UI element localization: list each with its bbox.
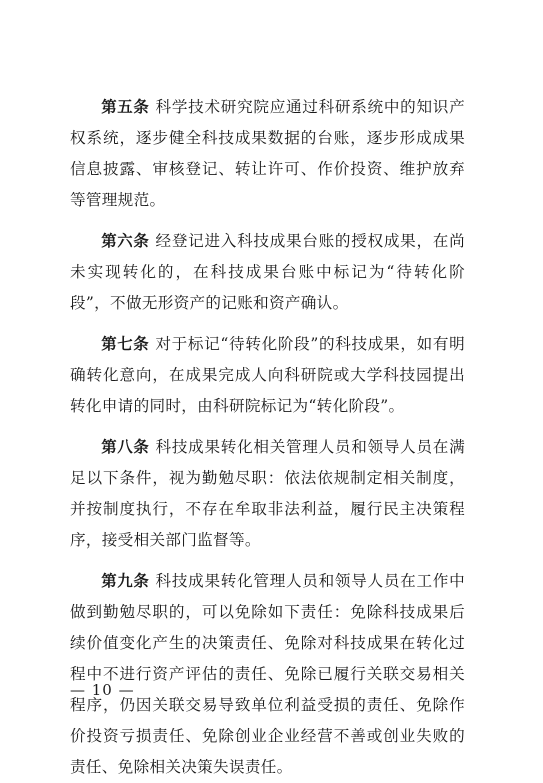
article-label: 第八条 [101, 438, 150, 456]
article-text: 经登记进入科技成果台账的授权成果，在尚未实现转化的，在科技成果台账中标记为“待转化阶段”，不做无形资产的记账和资产确认。 [70, 232, 465, 312]
article-text: 科学技术研究院应通过科研系统中的知识产权系统，逐步健全科技成果数据的台账，逐步形成成果信息披露、审核登记、转让许可、作价投资、维护放弃等管理规范。 [70, 98, 465, 209]
article-7 [70, 329, 465, 422]
article-6 [70, 226, 465, 319]
article-5 [70, 92, 465, 216]
article-text: 对于标记“待转化阶段”的科技成果，如有明确转化意向，在成果完成人向科研院或大学科技园提出转化申请的同时，由科研院标记为“转化阶段”。 [70, 335, 465, 415]
article-text: 科技成果转化管理人员和领导人员在工作中做到勤勉尽职的，可以免除如下责任：免除科技成果后续价值变化产生的决策责任、免除对科技成果在转化过程中不进行资产评估的责任、免除已履行关联交易相关程序，仍因关联交易导致单位利益受损的责任、免除作价投资亏损责任、免除创业企业经营不善或创业失败的责任、免除相关决策失误责任。 [70, 572, 465, 776]
article-9 [70, 566, 465, 783]
article-label: 第六条 [101, 232, 150, 250]
article-label: 第七条 [101, 335, 150, 353]
article-label: 第九条 [101, 572, 150, 590]
page-number: — 10 — [70, 681, 135, 699]
article-label: 第五条 [101, 98, 150, 116]
article-text: 科技成果转化相关管理人员和领导人员在满足以下条件，视为勤勉尽职：依法依规制定相关制度，并按制度执行，不存在牟取非法利益，履行民主决策程序，接受相关部门监督等。 [70, 438, 465, 549]
article-8 [70, 432, 465, 556]
